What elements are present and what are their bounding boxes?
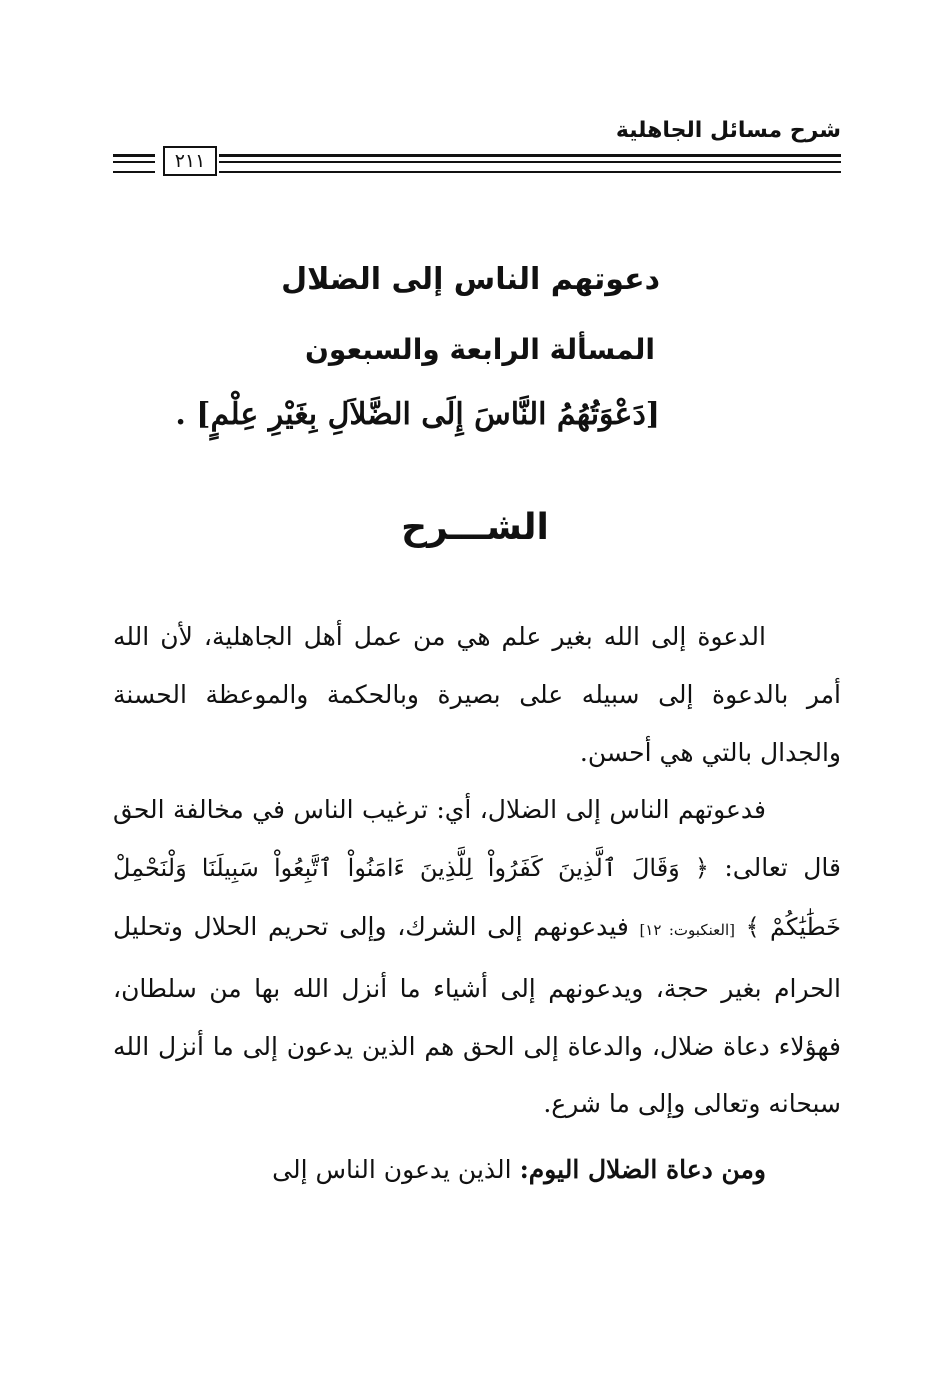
header-rule-short	[113, 154, 155, 173]
header-rule	[219, 154, 841, 173]
section-title: الشـــرح	[401, 507, 549, 548]
paragraph-text: فدعوتهم الناس إلى الضلال، أي: ترغيب الناس في مخالفة الحق قال تعالى:	[113, 795, 841, 883]
paragraph	[113, 781, 841, 1133]
page-header	[113, 118, 841, 178]
verse-reference: [العنكبوت: ١٢]	[639, 920, 735, 939]
paragraph-text: الذين يدعون الناس إلى	[272, 1155, 512, 1185]
paragraph	[113, 1141, 841, 1199]
bold-phrase: ومن دعاة الضلال اليوم:	[519, 1155, 766, 1185]
running-book-title: شرح مسائل الجاهلية	[615, 118, 841, 143]
chapter-title: دعوتهم الناس إلى الضلال	[281, 262, 660, 297]
quran-verse: ﴿ وَقَالَ ٱلَّذِينَ كَفَرُواْ لِلَّذِينَ ءَامَنُواْ ٱتَّبِعُواْ سَبِيلَنَا وَلْنَحْمِلْ خَطَٰيَٰكُمْ ﴾	[113, 854, 841, 941]
issue-number-title: المسألة الرابعة والسبعون	[305, 333, 655, 366]
paragraph-text: فيدعونهم إلى الشرك، وإلى تحريم الحلال وتحليل الحرام بغير حجة، ويدعونهم إلى أشياء ما أنزل الله بها من سلطان، فهؤلاء دعاة ضلال، والدعاة إلى الحق هم الذين يدعون إلى ما أنزل الله سبحانه وتعالى وإلى ما شرع.	[113, 911, 841, 1119]
issue-text: [دَعْوَتُهُمُ النَّاسَ إِلَى الضَّلاَلِ بِغَيْرِ عِلْمٍ] .	[175, 397, 660, 432]
paragraph: الدعوة إلى الله بغير علم هي من عمل أهل الجاهلية، لأن الله أمر بالدعوة إلى سبيله على بصيرة وبالحكمة والموعظة الحسنة والجدال بالتي هي أحسن.	[113, 622, 841, 767]
body-text	[113, 608, 841, 1199]
page-number: ٢١١	[163, 146, 217, 176]
